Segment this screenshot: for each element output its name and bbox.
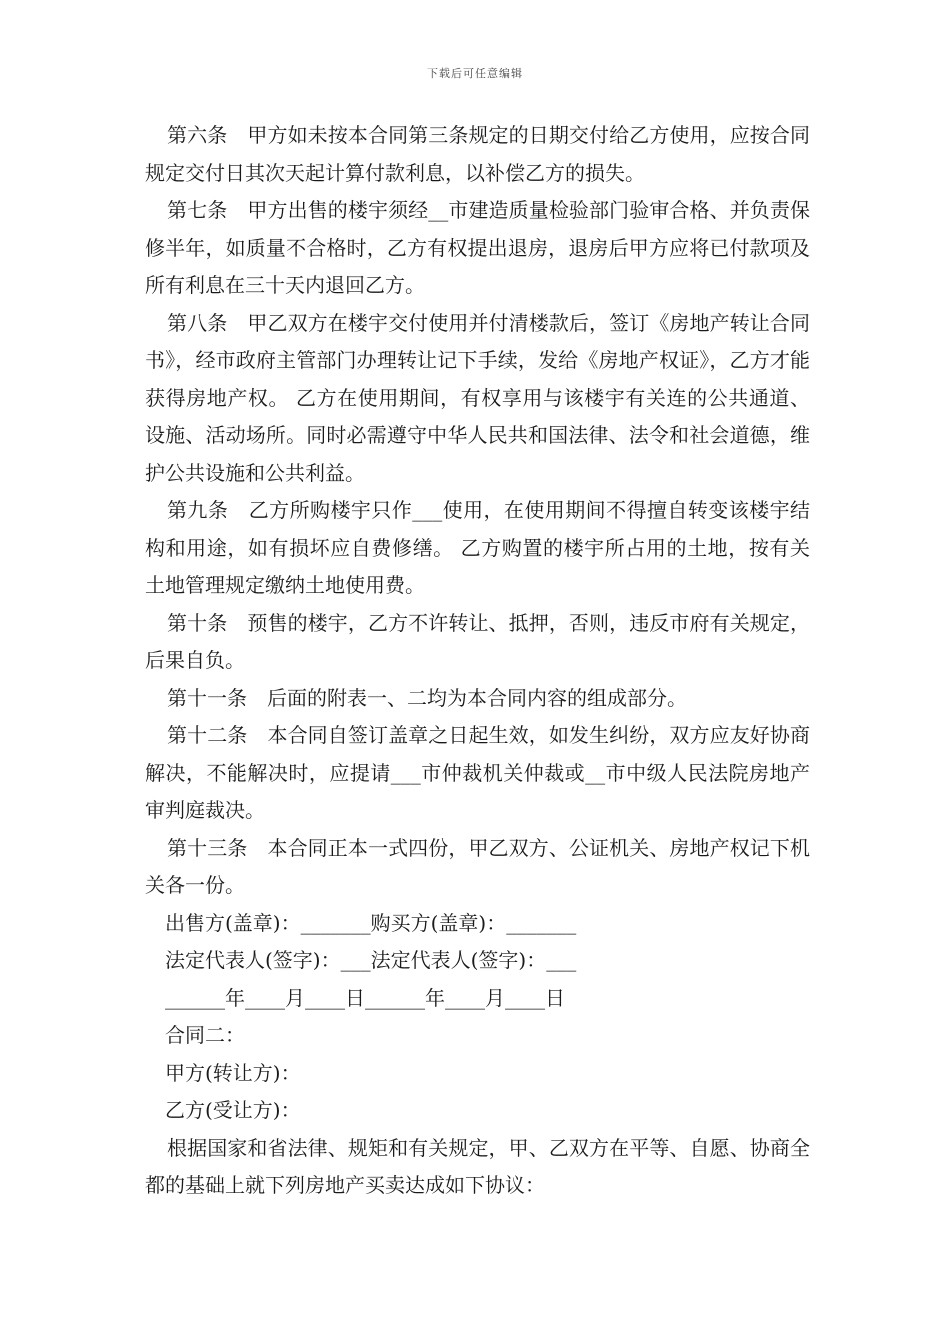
article-8: 第八条 甲乙双方在楼宇交付使用并付清楼款后，签订《房地产转让合同书》，经市政府主管部门办理转让记下手续，发给《房地产权证》，乙方才能获得房地产权。 乙方在使用期间，有权享用与该楼宇有关连的公共通道、设施、活动场所。同时必需遵守中华人民共和国法律、法令和社会道德，维护公共设施和公共利益。	[145, 310, 810, 485]
representative-line: 法定代表人(签字)：___法定代表人(签字)：___	[165, 948, 577, 972]
article-12: 第十二条 本合同自签订盖章之日起生效，如发生纠纷，双方应友好协商解决，不能解决时，应提请___市仲裁机关仲裁或__市中级人民法院房地产审判庭裁决。	[145, 723, 810, 822]
document-body	[145, 117, 810, 1205]
contract2-title: 合同二：	[165, 1023, 245, 1047]
party-b: 乙方(受让方)：	[165, 1098, 301, 1122]
contract2-intro: 根据国家和省法律、规矩和有关规定，甲、乙双方在平等、自愿、协商全都的基础上就下列房地产买卖达成如下协议：	[145, 1135, 810, 1197]
article-10: 第十条 预售的楼宇，乙方不许转让、抵押，否则，违反市府有关规定，后果自负。	[145, 610, 810, 672]
article-7: 第七条 甲方出售的楼宇须经__市建造质量检验部门验审合格、并负责保修半年，如质量不合格时，乙方有权提出退房，退房后甲方应将已付款项及所有利息在三十天内退回乙方。	[145, 198, 810, 297]
seal-line: 出售方(盖章)：_______购买方(盖章)：_______	[165, 910, 577, 935]
article-9: 第九条 乙方所购楼宇只作___使用，在使用期间不得擅自转变该楼宇结构和用途，如有损坏应自费修缮。 乙方购置的楼宇所占用的土地，按有关土地管理规定缴纳土地使用费。	[145, 498, 810, 597]
article-11: 第十一条 后面的附表一、二均为本合同内容的组成部分。	[167, 685, 687, 710]
page-header: 下载后可任意编辑	[427, 67, 523, 80]
article-13: 第十三条 本合同正本一式四份，甲乙双方、公证机关、房地产权记下机关各一份。	[145, 835, 810, 897]
article-6: 第六条 甲方如未按本合同第三条规定的日期交付给乙方使用，应按合同规定交付日其次天起计算付款利息，以补偿乙方的损失。	[145, 123, 810, 185]
party-a: 甲方(转让方)：	[165, 1060, 301, 1085]
date-line: ______年____月____日______年____月____日	[165, 985, 565, 1010]
